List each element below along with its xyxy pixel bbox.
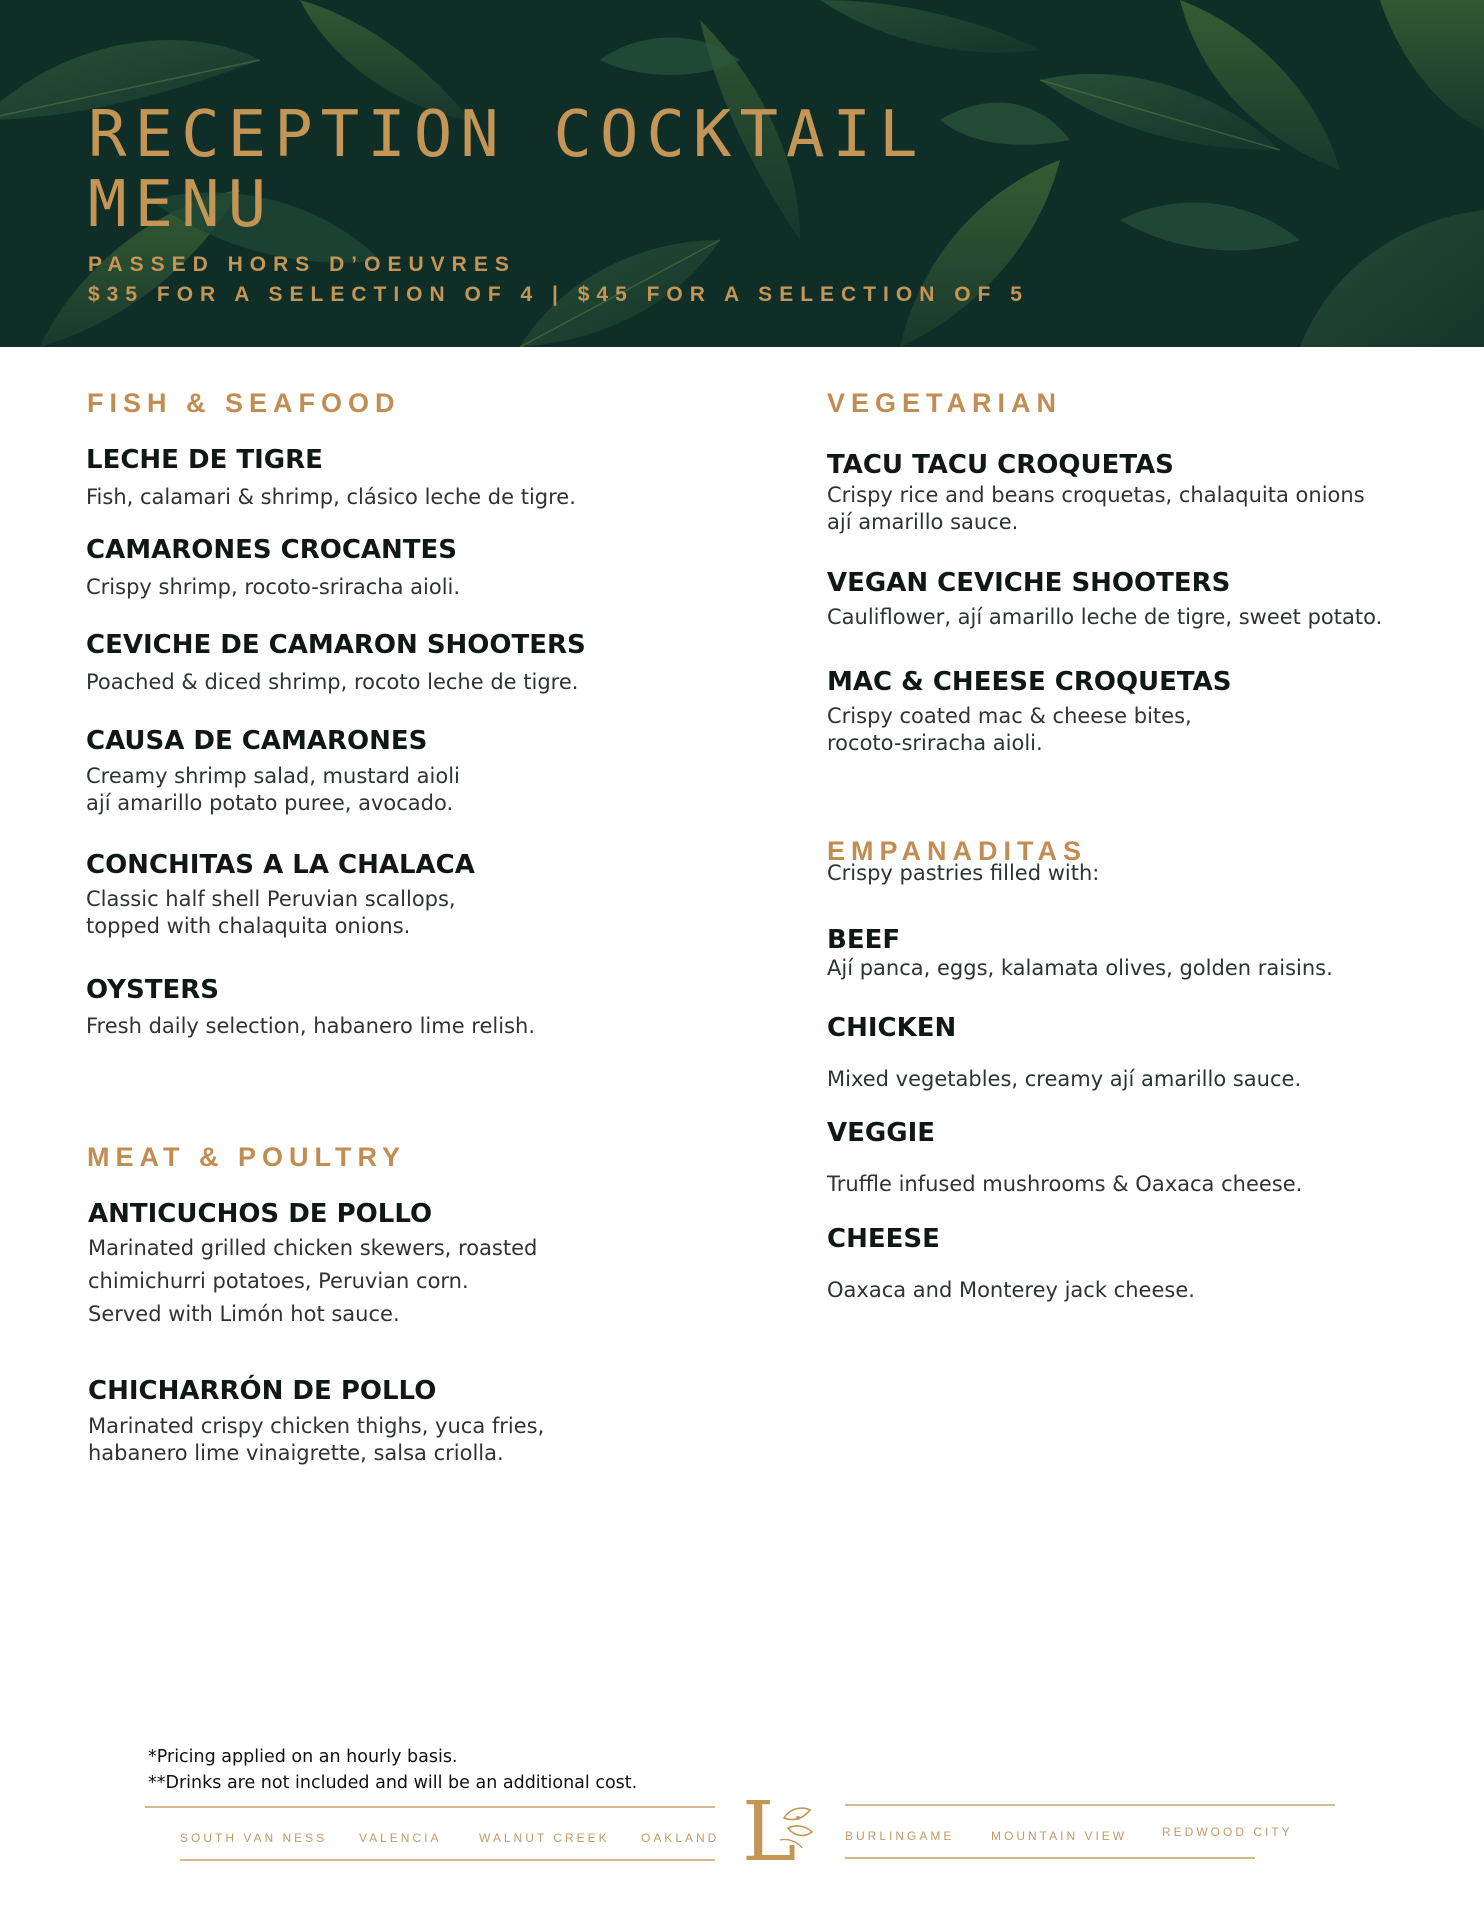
title-line-2: MENU — [88, 168, 275, 242]
section-heading-empanaditas: EMPANADITAS — [827, 836, 1087, 866]
menu-item-name: VEGGIE — [827, 1118, 935, 1148]
menu-item-desc: Poached & diced shrimp, rocoto leche de tigre. — [86, 670, 579, 694]
location-redwood-city: REDWOOD CITY — [1162, 1825, 1293, 1839]
menu-item-desc: Served with Limón hot sauce. — [88, 1302, 400, 1326]
title-line-1: RECEPTION COCKTAIL — [88, 98, 926, 172]
menu-item-name: MAC & CHEESE CROQUETAS — [827, 667, 1232, 697]
footer-rule-right-bottom — [845, 1857, 1255, 1859]
footer-rule-left-top — [145, 1806, 715, 1808]
menu-item-desc: Cauliflower, ají amarillo leche de tigre, sweet potato. — [827, 605, 1383, 629]
footer-rule-left-bottom — [180, 1859, 715, 1861]
menu-item-desc: Oaxaca and Monterey jack cheese. — [827, 1278, 1195, 1302]
menu-item-desc: Crispy coated mac & cheese bites, — [827, 704, 1192, 728]
menu-item-desc: Classic half shell Peruvian scallops, — [86, 887, 456, 911]
menu-item-desc: topped with chalaquita onions. — [86, 914, 411, 938]
menu-item-desc: Crispy rice and beans croquetas, chalaquita onions — [827, 483, 1365, 507]
menu-item-desc: Fresh daily selection, habanero lime relish. — [86, 1014, 535, 1038]
location-mountain-view: MOUNTAIN VIEW — [991, 1829, 1128, 1843]
subtitle-pricing: $35 FOR A SELECTION OF 4 | $45 FOR A SELECTION OF 5 — [88, 283, 1029, 306]
menu-item-desc: Marinated crispy chicken thighs, yuca fries, — [88, 1414, 545, 1438]
logo-letter: L — [742, 1788, 797, 1874]
menu-item-desc: Crispy shrimp, rocoto-sriracha aioli. — [86, 575, 461, 599]
location-oakland: OAKLAND — [641, 1831, 720, 1845]
menu-item-name: CHEESE — [827, 1224, 940, 1254]
menu-item-name: CAUSA DE CAMARONES — [86, 726, 428, 756]
footer-rule-right-top — [845, 1804, 1335, 1806]
menu-item-desc: ají amarillo potato puree, avocado. — [86, 791, 454, 815]
menu-item-desc: Truffle infused mushrooms & Oaxaca cheese. — [827, 1172, 1303, 1196]
menu-item-name: CONCHITAS A LA CHALACA — [86, 850, 475, 880]
menu-item-name: CHICKEN — [827, 1013, 957, 1043]
menu-item-desc: Ají panca, eggs, kalamata olives, golden raisins. — [827, 956, 1333, 980]
section-intro: Crispy pastries filled with: — [827, 861, 1100, 885]
location-valencia: VALENCIA — [359, 1831, 442, 1845]
menu-item-desc: ají amarillo sauce. — [827, 510, 1019, 534]
section-heading-meat: MEAT & POULTRY — [87, 1142, 406, 1172]
menu-item-desc: Mixed vegetables, creamy ají amarillo sauce. — [827, 1067, 1302, 1091]
menu-item-desc: Marinated grilled chicken skewers, roasted — [88, 1236, 538, 1260]
menu-item-name: OYSTERS — [86, 975, 219, 1005]
menu-item-name: ANTICUCHOS DE POLLO — [88, 1199, 433, 1229]
section-heading-fish: FISH & SEAFOOD — [87, 388, 401, 418]
subtitle-passed: PASSED HORS D’OEUVRES — [88, 253, 516, 276]
menu-item-name: CAMARONES CROCANTES — [86, 535, 458, 565]
menu-item-name: TACU TACU CROQUETAS — [827, 450, 1174, 480]
location-walnut-creek: WALNUT CREEK — [479, 1831, 610, 1845]
menu-item-name: LECHE DE TIGRE — [86, 445, 323, 475]
location-south-van-ness: SOUTH VAN NESS — [180, 1831, 328, 1845]
section-heading-vegetarian: VEGETARIAN — [827, 388, 1063, 418]
header-banner — [0, 0, 1484, 347]
menu-item-name: CHICHARRÓN DE POLLO — [88, 1376, 437, 1406]
footnote-pricing: *Pricing applied on an hourly basis. — [148, 1747, 458, 1767]
menu-item-desc: habanero lime vinaigrette, salsa criolla. — [88, 1441, 504, 1465]
menu-item-desc: Fish, calamari & shrimp, clásico leche de tigre. — [86, 485, 576, 509]
menu-item-desc: Creamy shrimp salad, mustard aioli — [86, 764, 460, 788]
menu-item-desc: chimichurri potatoes, Peruvian corn. — [88, 1269, 469, 1293]
location-burlingame: BURLINGAME — [845, 1829, 955, 1843]
menu-item-name: CEVICHE DE CAMARON SHOOTERS — [86, 630, 586, 660]
menu-item-name: VEGAN CEVICHE SHOOTERS — [827, 568, 1231, 598]
menu-item-name: BEEF — [827, 925, 901, 955]
brand-logo-icon — [740, 1788, 820, 1874]
page-title — [88, 100, 1088, 240]
footnote-drinks: **Drinks are not included and will be an additional cost. — [148, 1773, 638, 1793]
menu-item-desc: rocoto-sriracha aioli. — [827, 731, 1043, 755]
